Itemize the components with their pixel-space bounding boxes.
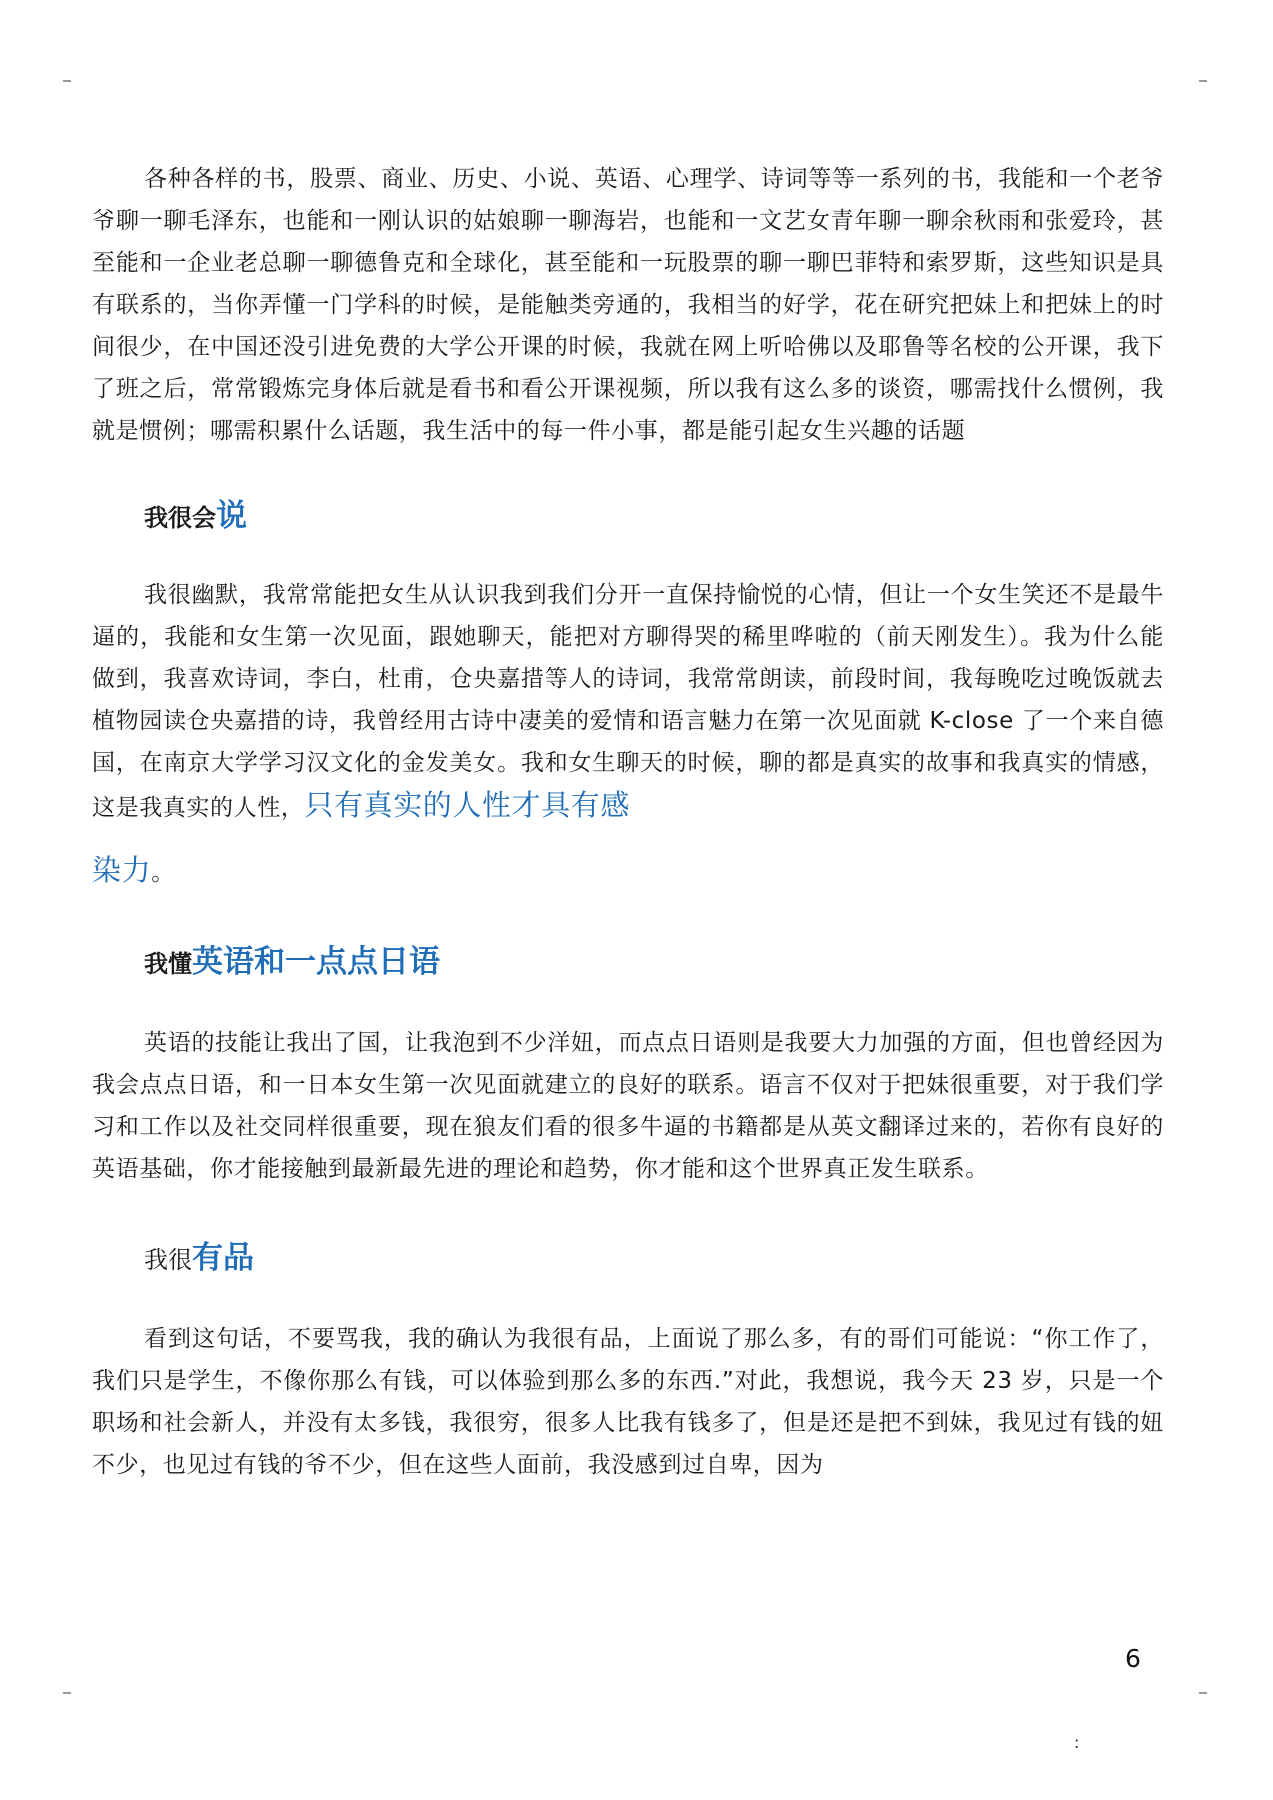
paragraph-humor	[92, 574, 1164, 894]
paragraph-humor-end: 。	[151, 860, 175, 886]
crop-mark-top-left	[63, 80, 71, 82]
paragraph-humor-highlight-b-line	[92, 849, 1164, 894]
page-body	[92, 158, 1164, 1486]
crop-mark-top-right	[1199, 80, 1207, 82]
footnote-mark: :	[1074, 1733, 1080, 1752]
heading-languages-plain: 我懂	[144, 950, 192, 978]
crop-mark-bottom-left	[63, 1692, 71, 1694]
crop-mark-bottom-right	[1199, 1692, 1207, 1694]
heading-taste-highlight: 有品	[192, 1240, 254, 1276]
page-number: 6	[1125, 1644, 1141, 1673]
heading-speaking-highlight: 说	[216, 498, 247, 534]
paragraph-english: 英语的技能让我出了国，让我泡到不少洋妞，而点点日语则是我要大力加强的方面，但也曾经因为我会点点日语，和一日本女生第一次见面就建立的良好的联系。语言不仅对于把妹很重要，对于我们学习和工作以及社交同样很重要，现在狼友们看的很多牛逼的书籍都是从英文翻译过来的，若你有良好的英语基础，你才能接触到最新最先进的理论和趋势，你才能和这个世界真正发生联系。	[92, 1030, 1164, 1182]
heading-speaking	[92, 490, 1164, 532]
paragraph-books: 各种各样的书，股票、商业、历史、小说、英语、心理学、诗词等等一系列的书，我能和一个老爷爷聊一聊毛泽东，也能和一刚认识的姑娘聊一聊海岩，也能和一文艺女青年聊一聊余秋雨和张爱玲，甚至能和一企业老总聊一聊德鲁克和全球化，甚至能和一玩股票的聊一聊巴菲特和索罗斯，这些知识是具有联系的，当你弄懂一门学科的时候，是能触类旁通的，我相当的好学，花在研究把妹上和把妹上的时间很少，在中国还没引进免费的大学公开课的时候，我就在网上听哈佛以及耶鲁等名校的公开课，我下了班之后，常常锻炼完身体后就是看书和看公开课视频，所以我有这么多的谈资，哪需找什么惯例，我就是惯例；哪需积累什么话题，我生活中的每一件小事，都是能引起女生兴趣的话题	[92, 166, 1164, 444]
heading-taste	[92, 1232, 1164, 1274]
heading-languages	[92, 936, 1164, 978]
heading-languages-highlight: 英语和一点点日语	[192, 944, 440, 980]
heading-taste-plain: 我很	[144, 1246, 192, 1274]
paragraph-humor-highlight-b: 染力	[92, 853, 152, 887]
paragraph-humor-highlight-a: 只有真实的人性才具有感	[304, 788, 631, 822]
paragraph-taste: 看到这句话，不要骂我，我的确认为我很有品，上面说了那么多，有的哥们可能说：“你工作了，我们只是学生，不像你那么有钱，可以体验到那么多的东西.”对此，我想说，我今天 23 岁，只是一个职场和社会新人，并没有太多钱，我很穷，很多人比我有钱多了，但是还是把不到妹，我见过有钱的妞不少，也见过有钱的爷不少，但在这些人面前，我没感到过自卑，因为	[92, 1326, 1164, 1478]
paragraph-humor-text: 我很幽默，我常常能把女生从认识我到我们分开一直保持愉悦的心情，但让一个女生笑还不是最牛逼的，我能和女生第一次见面，跟她聊天，能把对方聊得哭的稀里哗啦的（前天刚发生）。我为什么能做到，我喜欢诗词，李白，杜甫，仓央嘉措等人的诗词，我常常朗读，前段时间，我每晚吃过晚饭就去植物园读仓央嘉措的诗，我曾经用古诗中凄美的爱情和语言魅力在第一次见面就 K-close 了一个来自德国，在南京大学学习汉文化的金发美女。我和女生聊天的时候，聊的都是真实的故事和我真实的情感，这是我真实的人性，	[92, 582, 1164, 821]
heading-speaking-plain: 我很会	[144, 504, 216, 532]
